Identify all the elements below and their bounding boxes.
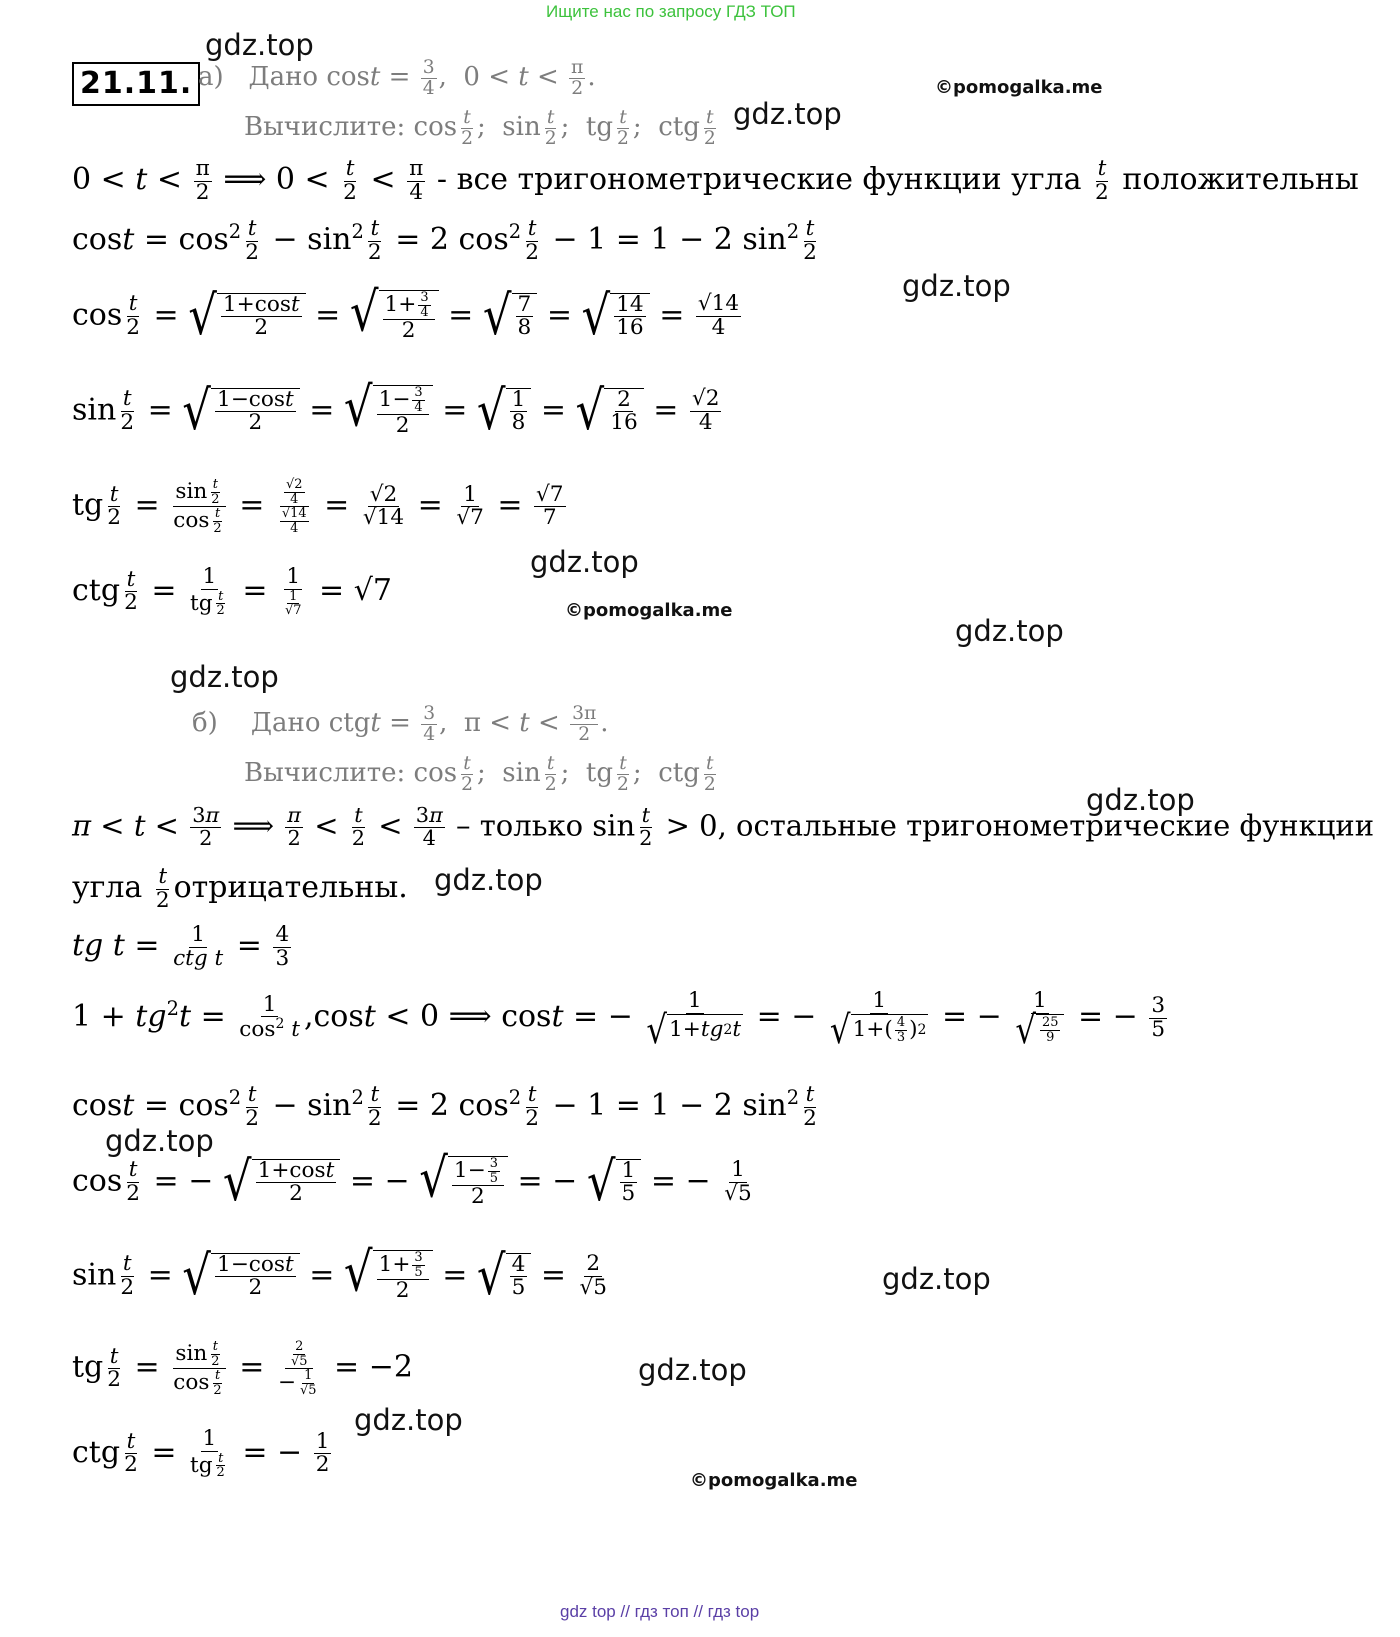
part-a-given: а) Дано cost = $\frac{3}{4}$ , 0 < t < $\frac{\pi}{2}$ . xyxy=(198,57,596,99)
sin-half-a: sin $\frac{t}{2}$ = √ 1−cost 2 = √ 1− $\frac{3}{4}$ 2 = √ 1 8 = √ 2 16 = $\frac{√2}{4}$ xyxy=(72,374,720,442)
gdz-watermark: gdz.top xyxy=(1086,783,1195,817)
gdz-watermark: gdz.top xyxy=(354,1403,463,1437)
part-b-statement: π < t < $\frac{3\pi}{2}$ ⟹ $\frac{\pi}{2}$ < $\frac{t}{2}$ < $\frac{3\pi}{4}$ – только sin $\frac{t}{2}$ > 0, остальные тригонометрические функции xyxy=(72,803,1375,850)
cos-half-a: cos $\frac{t}{2}$ = √ 1+cost 2 = √ 1+ $\frac{3}{4}$ 2 = √ 7 8 = √ 14 16 = $\frac{√14}{4}$ xyxy=(72,279,740,347)
part-b-given: б) Дано ctgt = $\frac{3}{4}$ , π < t < $\frac{3\pi}{2}$ . xyxy=(192,703,609,745)
gdz-watermark: gdz.top xyxy=(955,614,1064,648)
double-angle-formula: $\cos t = \cos^2$ $\frac{t}{2}$ − $\sin^2$ $\frac{t}{2}$ = 2 $\cos^2$ $\frac{t}{2}$ − 1 = 1 − 2 $\sin^2$ $\frac{t}{2}$ xyxy=(72,216,817,265)
tg-half-a: tg $\frac{t}{2}$ = sin $\frac{t}{2}$ cos $\frac{t}{2}$ = $\frac{\frac{√2}{4}}{\frac{√14}{4}}$ = $\frac{√2}{√14}$ = $\frac{1}{√7}$ = $\frac{√7}{7}$ xyxy=(72,477,564,536)
search-banner[interactable]: Ищите нас по запросу ГДЗ ТОП xyxy=(546,2,796,21)
tg-from-ctg: tg t = 1 ctg t = $\frac{4}{3}$ xyxy=(72,922,290,971)
part-b-statement-line2: угла $\frac{t}{2}$ отрицательны. xyxy=(72,864,408,913)
gdz-watermark: gdz.top xyxy=(105,1124,214,1158)
part-a-compute: Вычислите: cos $\frac{t}{2}$ ; sin $\frac{t}{2}$ ; tg $\frac{t}{2}$ ; ctg $\frac{t}{2}$ xyxy=(244,107,716,149)
gdz-watermark: gdz.top xyxy=(205,28,314,62)
gdz-watermark: gdz.top xyxy=(170,660,279,694)
part-a-statement: 0 < t < $\frac{\pi}{2}$ ⟹ 0 < $\frac{t}{2}$ < $\frac{\pi}{4}$ - все тригонометрические функции угла $\frac{t}{2}$ положительны xyxy=(72,156,1359,205)
cos-half-b: cos $\frac{t}{2}$ = − √ 1+cost 2 = − √ 1− $\frac{3}{5}$ 2 = − √ 1 5 = − $\frac{1}{√5}$ xyxy=(72,1145,752,1213)
ctg-half-a: ctg $\frac{t}{2}$ = 1 tg $\frac{t}{2}$ = $\frac{1}{\frac{1}{√7}}$ = √7 xyxy=(72,564,392,619)
gdz-watermark: gdz.top xyxy=(530,545,639,579)
ctg-half-b: ctg $\frac{t}{2}$ = 1 tg $\frac{t}{2}$ = − $\frac{1}{2}$ xyxy=(72,1426,330,1481)
gdz-watermark: gdz.top xyxy=(638,1353,747,1387)
double-angle-formula-b: $\cos t = \cos^2$ $\frac{t}{2}$ − $\sin^2$ $\frac{t}{2}$ = 2 $\cos^2$ $\frac{t}{2}$ − 1 = 1 − 2 $\sin^2$ $\frac{t}{2}$ xyxy=(72,1082,817,1131)
pomogalka-watermark: ©pomogalka.me xyxy=(935,77,1103,98)
cos-from-tg: $1 + tg^2t$ = $\frac{1}{\cos^2 t}$ ,cost < 0 ⟹ cost = − 1 √ 1+ tg 2 t = − 1 √ 1+( 4 3 ) 2 = − 1 √ 25 9 = − $\frac{3}{5}$ xyxy=(72,988,1166,1053)
part-b-compute: Вычислите: cos $\frac{t}{2}$ ; sin $\frac{t}{2}$ ; tg $\frac{t}{2}$ ; ctg $\frac{t}{2}$ xyxy=(244,753,716,795)
gdz-watermark: gdz.top xyxy=(434,863,543,897)
tg-half-b: tg $\frac{t}{2}$ = sin $\frac{t}{2}$ cos $\frac{t}{2}$ = $\frac{2}{√5}$ − $\frac{1}{√5}$ = −2 xyxy=(72,1339,413,1398)
sin-half-b: sin $\frac{t}{2}$ = √ 1−cost 2 = √ 1+ $\frac{3}{5}$ 2 = √ 4 5 = $\frac{2}{√5}$ xyxy=(72,1239,608,1307)
gdz-watermark: gdz.top xyxy=(902,269,1011,303)
task-number: 21.11. xyxy=(72,62,200,106)
pomogalka-watermark: ©pomogalka.me xyxy=(565,600,733,621)
gdz-watermark: gdz.top xyxy=(882,1262,991,1296)
pomogalka-watermark: ©pomogalka.me xyxy=(690,1470,858,1491)
footer-links[interactable]: gdz top // гдз топ // гдз top xyxy=(560,1602,760,1621)
gdz-watermark: gdz.top xyxy=(733,97,842,131)
